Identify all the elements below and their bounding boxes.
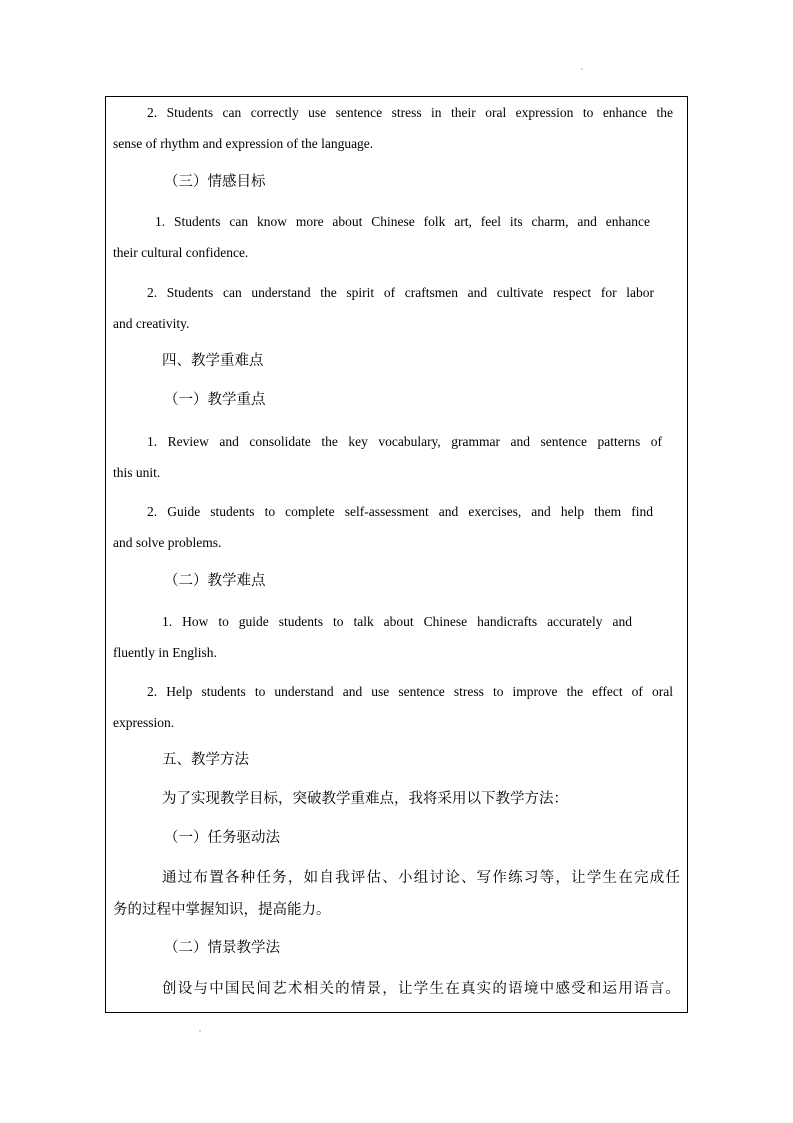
text-line-18: expression. <box>113 715 175 730</box>
subheading-key-points: （一）教学重点 <box>164 392 266 408</box>
text-line-6: 2. Students can understand the spirit of craftsmen and cultivate respect for labor <box>147 285 654 300</box>
text-line-25: 创设与中国民间艺术相关的情景，让学生在真实的语境中感受和运用语言。 <box>162 981 680 997</box>
text-line-7: and creativity. <box>113 316 190 331</box>
text-line-1: 2. Students can correctly use sentence stress in their oral expression to enhance the <box>147 105 673 120</box>
subheading-situational: （二）情景教学法 <box>164 940 280 956</box>
subheading-task-driven: （一）任务驱动法 <box>164 830 280 846</box>
section-heading-emotional-goals: （三）情感目标 <box>164 174 266 190</box>
text-line-20: 为了实现教学目标，突破教学重难点，我将采用以下教学方法： <box>162 791 568 807</box>
text-line-10: 1. Review and consolidate the key vocabulary, grammar and sentence patterns of <box>147 434 662 449</box>
text-line-16: fluently in English. <box>113 645 217 660</box>
text-line-15: 1. How to guide students to talk about Chinese handicrafts accurately and <box>162 614 632 629</box>
text-line-23: 务的过程中掌握知识，提高能力。 <box>113 902 331 918</box>
text-line-2: sense of rhythm and expression of the language. <box>113 136 374 151</box>
subheading-difficult-points: （二）教学难点 <box>164 573 266 589</box>
section-heading-teaching-methods: 五、教学方法 <box>162 752 249 768</box>
text-line-22: 通过布置各种任务，如自我评估、小组讨论、写作练习等，让学生在完成任 <box>162 870 680 886</box>
page-mark-top <box>581 68 583 70</box>
text-line-11: this unit. <box>113 465 161 480</box>
text-line-17: 2. Help students to understand and use sentence stress to improve the effect of oral <box>147 684 673 699</box>
text-line-4: 1. Students can know more about Chinese folk art, feel its charm, and enhance <box>155 214 650 229</box>
text-line-12: 2. Guide students to complete self-assessment and exercises, and help them find <box>147 504 653 519</box>
text-line-5: their cultural confidence. <box>113 245 249 260</box>
text-line-13: and solve problems. <box>113 535 222 550</box>
page-mark-bottom <box>199 1030 201 1032</box>
section-heading-key-difficult-points: 四、教学重难点 <box>162 353 264 369</box>
